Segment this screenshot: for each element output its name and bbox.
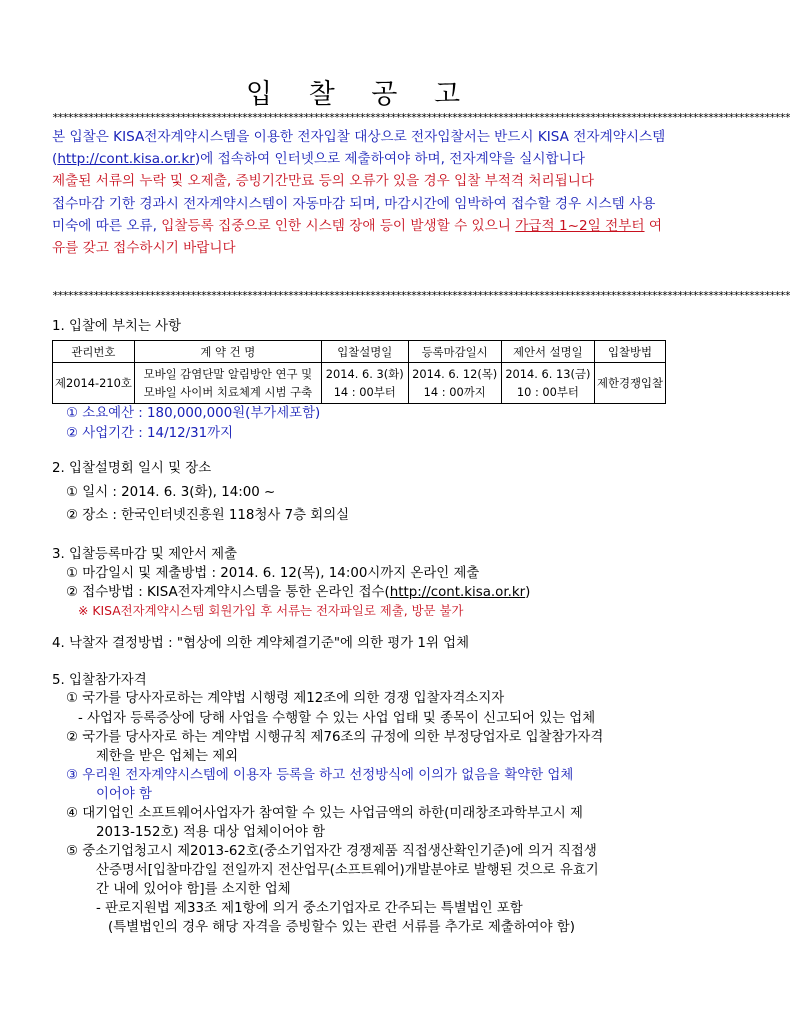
notice-p3-end: 여유를 갖고 접수하시기 바랍니다 <box>52 217 662 257</box>
cell-id: 제2014-210호 <box>53 363 135 404</box>
qualification-4-line1: ④ 대기업인 소프트웨어사업자가 참여할 수 있는 사업금액의 하한(미래창조과학부고시 제 <box>66 806 583 821</box>
cell-briefing-line2: 14 : 00부터 <box>333 385 396 399</box>
notice-paragraph-3 <box>52 193 672 260</box>
cell-name-line1: 모바일 감염단말 알림방안 연구 및 <box>143 367 313 381</box>
section4-heading: 4. 낙찰자 결정방법 : "협상에 의한 계약체결기준"에 의한 평가 1위 업체 <box>52 636 470 651</box>
header-deadline: 등록마감일시 <box>408 341 501 363</box>
section2-heading: 2. 입찰설명회 일시 및 장소 <box>52 461 212 476</box>
notice-box <box>52 126 672 259</box>
submission-text: ② 접수방법 : KISA전자계약시스템을 통한 온라인 접수( <box>66 585 390 600</box>
cell-proposal-line1: 2014. 6. 13(금) <box>505 367 591 381</box>
star-divider-top: ************************************************************************************************************************************************ <box>52 111 790 124</box>
cell-deadline <box>408 363 501 404</box>
notice-p3-text: 접수마감 기한 경과시 전자계약시스템이 자동마감 되며, 마감시간에 임박하여 접수할 경우 시스템 사용 미숙에 따른 오류, <box>52 195 656 234</box>
notice-paragraph-2: 제출된 서류의 누락 및 오제출, 증빙기간만료 등의 오류가 있을 경우 입찰 부적격 처리됩니다 <box>52 173 595 190</box>
cell-name <box>134 363 321 404</box>
cell-proposal-line2: 10 : 00부터 <box>516 385 579 399</box>
qualification-3-line2: 이어야 함 <box>96 787 152 802</box>
membership-note: ※ KISA전자계약시스템 회원가입 후 서류는 전자파일로 제출, 방문 불가 <box>78 603 464 618</box>
qualification-5-line1: ⑤ 중소기업청고시 제2013-62호(중소기업자간 경쟁제품 직접생산확인기준)에 의거 직접생 <box>66 844 597 859</box>
qualification-5-sub2: (특별법인의 경우 해당 자격을 증빙할수 있는 관련 서류를 추가로 제출하여야 함) <box>108 920 575 935</box>
briefing-location: ② 장소 : 한국인터넷진흥원 118청사 7층 회의실 <box>66 508 350 523</box>
cell-deadline-line2: 14 : 00까지 <box>423 385 486 399</box>
deadline-method: ① 마감일시 및 제출방법 : 2014. 6. 12(목), 14:00시까지 온라인 제출 <box>66 566 480 581</box>
document-title: 입 찰 공 고 <box>245 79 475 110</box>
qualification-5-line3: 간 내에 있어야 함]를 소지한 업체 <box>96 882 291 897</box>
notice-paragraph-1 <box>52 126 672 170</box>
header-briefing: 입찰설명일 <box>321 341 408 363</box>
qualification-2-line1: ② 국가를 당사자로 하는 계약법 시행규칙 제76조의 규정에 의한 부정당업자로 입찰참가자격 <box>66 730 604 745</box>
qualification-1: ① 국가를 당사자로하는 계약법 시행령 제12조에 의한 경쟁 입찰자격소지자 <box>66 691 505 706</box>
kisa-contract-link[interactable]: http://cont.kisa.or.kr <box>57 151 195 168</box>
qualification-5-line2: 산증명서[입찰마감일 전일까지 전산업무(소프트웨어)개발분야로 발행된 것으로 유효기 <box>96 863 599 878</box>
qualification-4-line2: 2013-152호) 적용 대상 업체이어야 함 <box>96 825 326 840</box>
section3-heading: 3. 입찰등록마감 및 제안서 제출 <box>52 547 238 562</box>
cell-briefing-line1: 2014. 6. 3(화) <box>325 367 404 381</box>
submission-link[interactable]: http://cont.kisa.or.kr <box>389 585 526 600</box>
cell-proposal <box>501 363 594 404</box>
submission-end: ) <box>525 585 531 600</box>
qualification-1-sub: - 사업자 등록증상에 당해 사업을 수행할 수 있는 사업 업태 및 종목이 신고되어 있는 업체 <box>78 711 596 726</box>
notice-p3-warning: 입찰등록 집중으로 인한 시스템 장애 등이 발생할 수 있으니 <box>161 217 516 234</box>
header-name: 계 약 건 명 <box>134 341 321 363</box>
qualification-2-line2: 제한을 받은 업체는 제외 <box>96 749 239 764</box>
briefing-datetime: ① 일시 : 2014. 6. 3(화), 14:00 ~ <box>66 485 276 500</box>
star-divider-bottom: ************************************************************************************************************************************************ <box>52 289 790 302</box>
qualification-5-sub1: - 판로지원법 제33조 제1항에 의거 중소기업자로 간주되는 특별법인 포함 <box>96 901 523 916</box>
header-proposal: 제안서 설명일 <box>501 341 594 363</box>
budget-line: ① 소요예산 : 180,000,000원(부가세포함) <box>66 406 321 421</box>
notice-p1-end: )에 접속하여 인터넷으로 제출하여야 하며, 전자계약을 실시합니다 <box>194 151 585 168</box>
notice-p3-underline: 가급적 1~2일 전부터 <box>515 217 645 234</box>
header-id: 관리번호 <box>53 341 135 363</box>
bid-items-table <box>52 340 666 404</box>
table-header-row <box>53 341 666 363</box>
table-row <box>53 363 666 404</box>
qualification-3-line1: ③ 우리원 전자계약시스템에 이용자 등록을 하고 선정방식에 이의가 없음을 확약한 업체 <box>66 768 574 783</box>
header-method: 입찰방법 <box>594 341 665 363</box>
notice-p1-text: 본 입찰은 KISA전자계약시스템을 이용한 전자입찰 대상으로 전자입찰서는 반드시 KISA 전자계약시스템( <box>52 129 666 168</box>
section5-heading: 5. 입찰참가자격 <box>52 673 147 688</box>
cell-name-line2: 모바일 사이버 치료체계 시범 구축 <box>143 385 313 399</box>
section1-heading: 1. 입찰에 부치는 사항 <box>52 319 182 334</box>
cell-method: 제한경쟁입찰 <box>594 363 665 404</box>
period-line: ② 사업기간 : 14/12/31까지 <box>66 426 234 441</box>
cell-deadline-line1: 2014. 6. 12(목) <box>412 367 498 381</box>
cell-briefing <box>321 363 408 404</box>
